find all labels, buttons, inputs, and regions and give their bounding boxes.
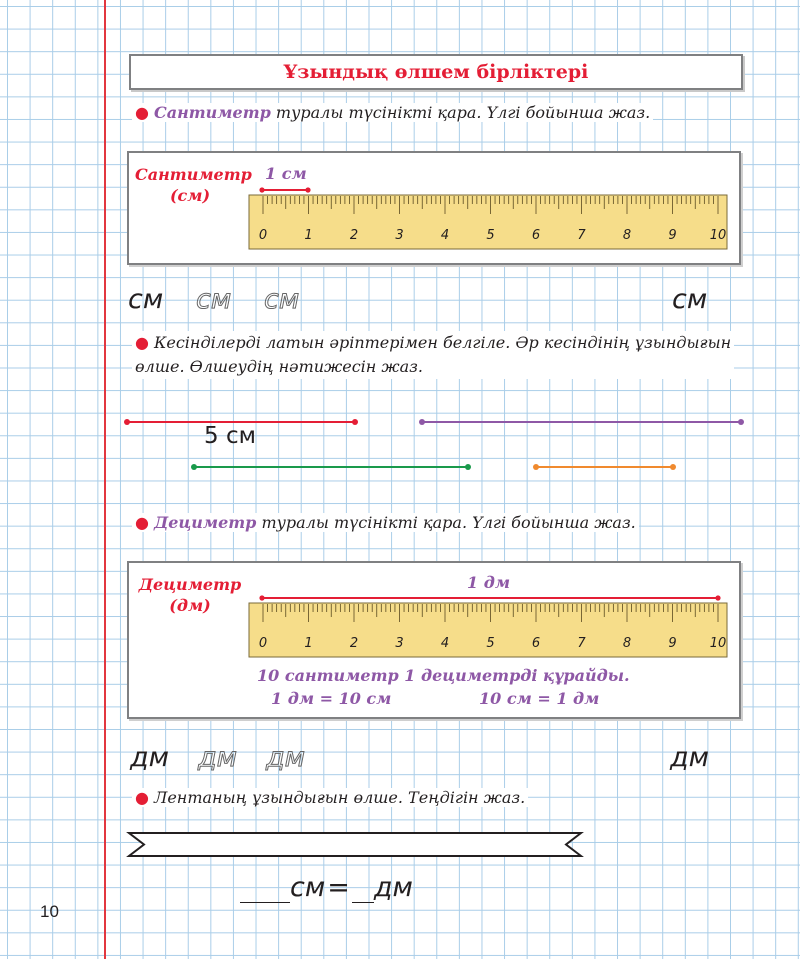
decimeter-label — [135, 574, 245, 616]
decimeter-fact: 10 сантиметр 1 дециметрді құрайды. — [257, 666, 630, 685]
centimeter-label-line2: (см) — [169, 186, 211, 205]
equation-cm-to-dm: 10 см = 1 дм — [479, 689, 600, 708]
ruler-number: 7 — [577, 228, 586, 243]
ruler-number: 4 — [440, 228, 450, 243]
ruler-number: 9 — [668, 636, 677, 651]
instruction-text: туралы түсінікті қара. Үлгі бойынша жаз. — [256, 513, 636, 532]
handwriting-trace-dm-1: дм — [198, 742, 238, 773]
handwriting-trace-cm-1: см — [196, 284, 232, 315]
handwriting-end-sample-dm: дм — [670, 742, 710, 773]
red-segment-answer: 5 см — [204, 423, 256, 449]
handwriting-sample-cm: см — [128, 284, 164, 315]
one-cm-indicator — [259, 185, 315, 195]
instruction-text-line2: өлше. Өлшеудің нәтижесін жаз. — [135, 357, 423, 376]
decimeter-panel — [127, 561, 741, 719]
centimeter-panel — [127, 151, 741, 265]
equation-unit-dm: дм — [373, 872, 413, 903]
answer-equation — [240, 872, 413, 903]
decimeter-label-line1: Дециметр — [138, 575, 242, 594]
segment-green — [191, 464, 471, 470]
task-instruction-centimeter — [132, 103, 653, 122]
segment-purple — [419, 419, 744, 425]
ruler-number: 6 — [531, 636, 541, 651]
handwriting-end-sample-cm: см — [672, 284, 708, 315]
instruction-text: туралы түсінікті қара. Үлгі бойынша жаз. — [270, 103, 651, 122]
ruler-number: 0 — [258, 228, 268, 243]
ruler-number: 8 — [622, 636, 632, 651]
centimeter-label-line1: Сантиметр — [135, 165, 252, 184]
handwriting-sample-dm: дм — [130, 742, 170, 773]
one-cm-label: 1 см — [265, 164, 307, 183]
task-instruction-ribbon — [132, 788, 528, 807]
centimeter-ruler — [249, 195, 729, 251]
bullet-icon: ● — [135, 333, 149, 352]
ruler-number: 9 — [668, 228, 677, 243]
instruction-text: Лентаның ұзындығын өлше. Теңдігін жаз. — [153, 788, 526, 807]
centimeter-label — [135, 164, 252, 206]
page-number: 10 — [40, 902, 59, 921]
ruler-number: 7 — [577, 636, 586, 651]
handwriting-trace-dm-2: дм — [266, 742, 306, 773]
ruler-number: 6 — [531, 228, 541, 243]
bullet-icon: ● — [135, 513, 149, 532]
task-instruction-decimeter — [132, 513, 639, 532]
page-title: Ұзындық өлшем бірліктері — [129, 54, 743, 90]
ruler-number: 3 — [395, 228, 404, 243]
answer-blank-cm[interactable] — [240, 874, 290, 903]
ruler-number: 5 — [486, 636, 495, 651]
decimeter-ruler — [249, 603, 729, 659]
one-dm-indicator — [259, 593, 729, 603]
handwriting-trace-cm-2: см — [264, 284, 300, 315]
ruler-number: 0 — [258, 636, 268, 651]
ruler-number: 8 — [622, 228, 632, 243]
ruler-number: 1 — [304, 636, 313, 651]
task-instruction-segments — [132, 331, 734, 379]
bullet-icon: ● — [135, 103, 149, 122]
equation-unit-cm: см — [290, 872, 326, 903]
one-dm-label: 1 дм — [467, 573, 511, 592]
equation-equals: = — [327, 872, 350, 903]
answer-blank-dm[interactable] — [352, 874, 374, 903]
bullet-icon: ● — [135, 788, 149, 807]
term-centimeter: Сантиметр — [153, 103, 271, 122]
instruction-text-line1: Кесінділерді латын әріптерімен белгіле. Әр кесіндінің ұзындығын — [153, 333, 732, 352]
ruler-number: 4 — [440, 636, 450, 651]
ruler-number: 10 — [709, 636, 727, 651]
segments-area — [0, 400, 800, 490]
ruler-number: 2 — [349, 228, 359, 243]
segment-orange — [533, 464, 676, 470]
term-decimeter: Дециметр — [153, 513, 257, 532]
ruler-number: 3 — [395, 636, 404, 651]
ruler-number: 10 — [709, 228, 727, 243]
ruler-number: 1 — [304, 228, 313, 243]
ribbon-to-measure — [126, 830, 586, 860]
equation-dm-to-cm: 1 дм = 10 см — [271, 689, 392, 708]
ruler-number: 2 — [349, 636, 359, 651]
decimeter-label-line2: (дм) — [169, 596, 211, 615]
ruler-number: 5 — [486, 228, 495, 243]
